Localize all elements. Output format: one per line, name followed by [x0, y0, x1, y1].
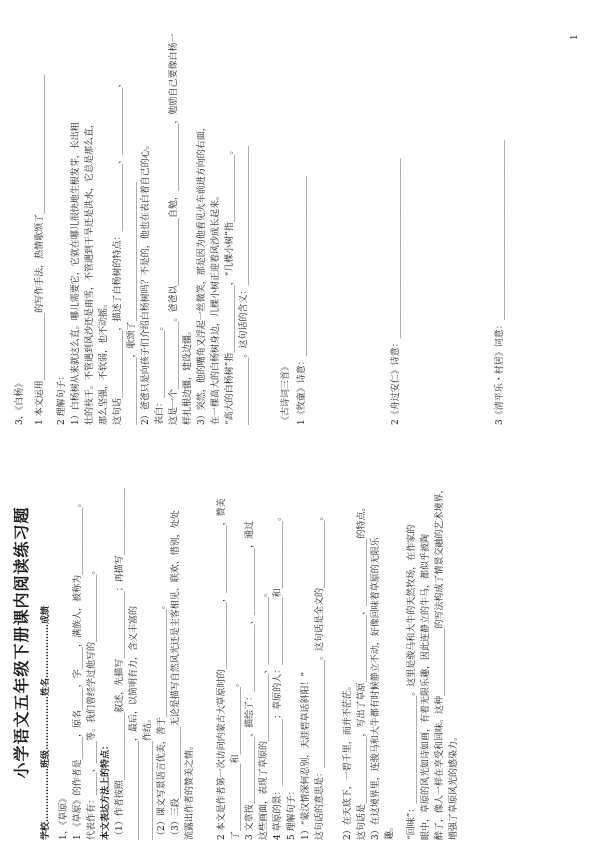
rotated-sheet — [10, 20, 590, 840]
text-line: 增强了草原风光的感染力。 — [449, 731, 459, 840]
right-column — [10, 30, 570, 425]
text-line: 在一棵高大的白杨树身边，几棵小树正迎着风沙成长起来。 — [211, 190, 221, 425]
text-line: 1 《草原》的作者是_____，原名_____，字_____，满族人，被称为_______________。 — [73, 498, 83, 840]
text-line: 这是一个_______________。爸爸以_______________自勉，_______________，勉励自己要像白杨一 — [169, 33, 179, 425]
text-line: 1）白杨树从来就这么直。哪儿需要它，它就在哪儿很快地生根发芽，长出粗 — [71, 122, 81, 425]
section-heading: 3、《白杨》 — [15, 378, 25, 425]
text-line: 3）在这境界里，连骏马和大牛都有时候静立不动，好像回味着草原的无限乐 — [371, 537, 381, 840]
text-line: 这些画面，表现了草原的_______________、_______________。 — [259, 587, 269, 840]
text-line: “高大的白杨树”指_______________，“几棵小树”指_______________。 — [225, 145, 235, 425]
text-line: 醉了，像人一样在享受和回味。这种_______________的写法构成了情景交融的艺术境界， — [435, 484, 445, 840]
page-title: 小学语文五年级下册课内阅读练习题 — [12, 506, 31, 779]
text-line: 壮的枝干。不管遇到风沙还是雨雪，不管遇到干旱还是洪水，它总是那么直， — [85, 118, 95, 425]
text-line: 表白：_______________。 — [155, 321, 165, 425]
text-line: “回味”：________________________。这里是骏马和大牛的天然牧场，在作家的 — [407, 524, 417, 840]
text-line: 3 文章按_______________、描绘了：_______________、_______________，通过 — [245, 520, 255, 840]
text-line: 样扎根边疆，建设边疆。 — [183, 325, 193, 425]
text-line: 2 本文是作者第一次访问内蒙古大草原时的_______________，_______________，赞美 — [217, 498, 227, 840]
text-line: 眼中，草原的风光如诗如画，有着无限乐趣，因此连静立的牛马，都似乎被陶 — [421, 533, 431, 840]
school-label: 学校 — [41, 821, 51, 840]
text-line: 2《舟过安仁》诗意：________________________________________ — [391, 158, 401, 425]
text-line: 5 理解句子： — [287, 786, 297, 840]
name-label: 姓名 — [41, 677, 51, 696]
text-line: 代表作有：_____、_____等。我们曾经学过他写的_______________。 — [87, 565, 97, 840]
score-label: 成绩 — [41, 605, 51, 624]
text-line: 趣。 — [385, 821, 395, 840]
class-label: 班级 — [41, 749, 51, 768]
text-line: 2 理解句子： — [57, 371, 67, 425]
text-line: _______________。这句话的含义：_______________________________ — [239, 145, 249, 425]
text-line: ______________________，最后，以简明有力，含义丰富的 — [129, 605, 139, 840]
text-line: _______________，歌颂了_______________________________ — [127, 181, 137, 425]
text-line: ______________________作结。 — [143, 713, 153, 840]
subheading: 本文表达方法上的特点： — [101, 740, 111, 840]
text-line: （2）课文写景语言优美，善于________________________。 — [157, 600, 167, 840]
header-row: 学校………………班级………………姓名………………成绩 — [41, 605, 51, 840]
text-line: 4 草原的景：_______________；草原的人：_______________和_______________。 — [273, 511, 283, 840]
section-heading: 《古诗词三首》 — [281, 361, 291, 425]
text-line: （1）作者按照_______________叙述，先描写_______________；再描写_______________ — [115, 487, 125, 840]
text-line: 这句话是_______________，写出了草原_______________、_______________的特点。 — [357, 502, 367, 840]
page-number: 1 — [570, 34, 580, 40]
text-line: 2）爸爸只是向孩子们介绍白杨树吗？不是的，他也在表白着自己的心。 — [141, 140, 151, 425]
text-line: 了_______________和_______________。 — [231, 677, 241, 840]
text-line: 那么坚强，不软弱，也不动摇。 — [99, 298, 109, 425]
left-column — [10, 445, 570, 840]
text-line: 2）在天底下，一碧千里，而并不茫茫。 — [343, 681, 353, 840]
text-line: （3）三段________________无论是描写自然风光还是主客相见、联欢、惜别，处处 — [171, 510, 181, 840]
section-heading: 1、《草原》 — [59, 793, 69, 840]
text-line: 3《清平乐・村居》词意：________________________________________ — [495, 140, 505, 425]
text-line: 流露出作者的赞美之情。 — [185, 740, 195, 840]
text-line: 1 本文运用_______________的写作手法，热情歌颂了_______________________________ — [35, 74, 45, 425]
text-line: 1）“蒙汉情深何忍别，天涯碧草话斜阳！” — [301, 672, 311, 840]
text-line: 这句话_______________，描述了白杨树的特点：_______________、_______________、 — [113, 78, 123, 425]
text-line: 这句话的意思是：________________________。这句话是全文的_______________。 — [315, 511, 325, 840]
text-line: 3）突然，他的嘴角又浮起一丝微笑，那是因为他看见火车前进方向的右面， — [197, 122, 207, 425]
text-line: 1《牧童》诗意：________________________________________ — [297, 176, 307, 425]
